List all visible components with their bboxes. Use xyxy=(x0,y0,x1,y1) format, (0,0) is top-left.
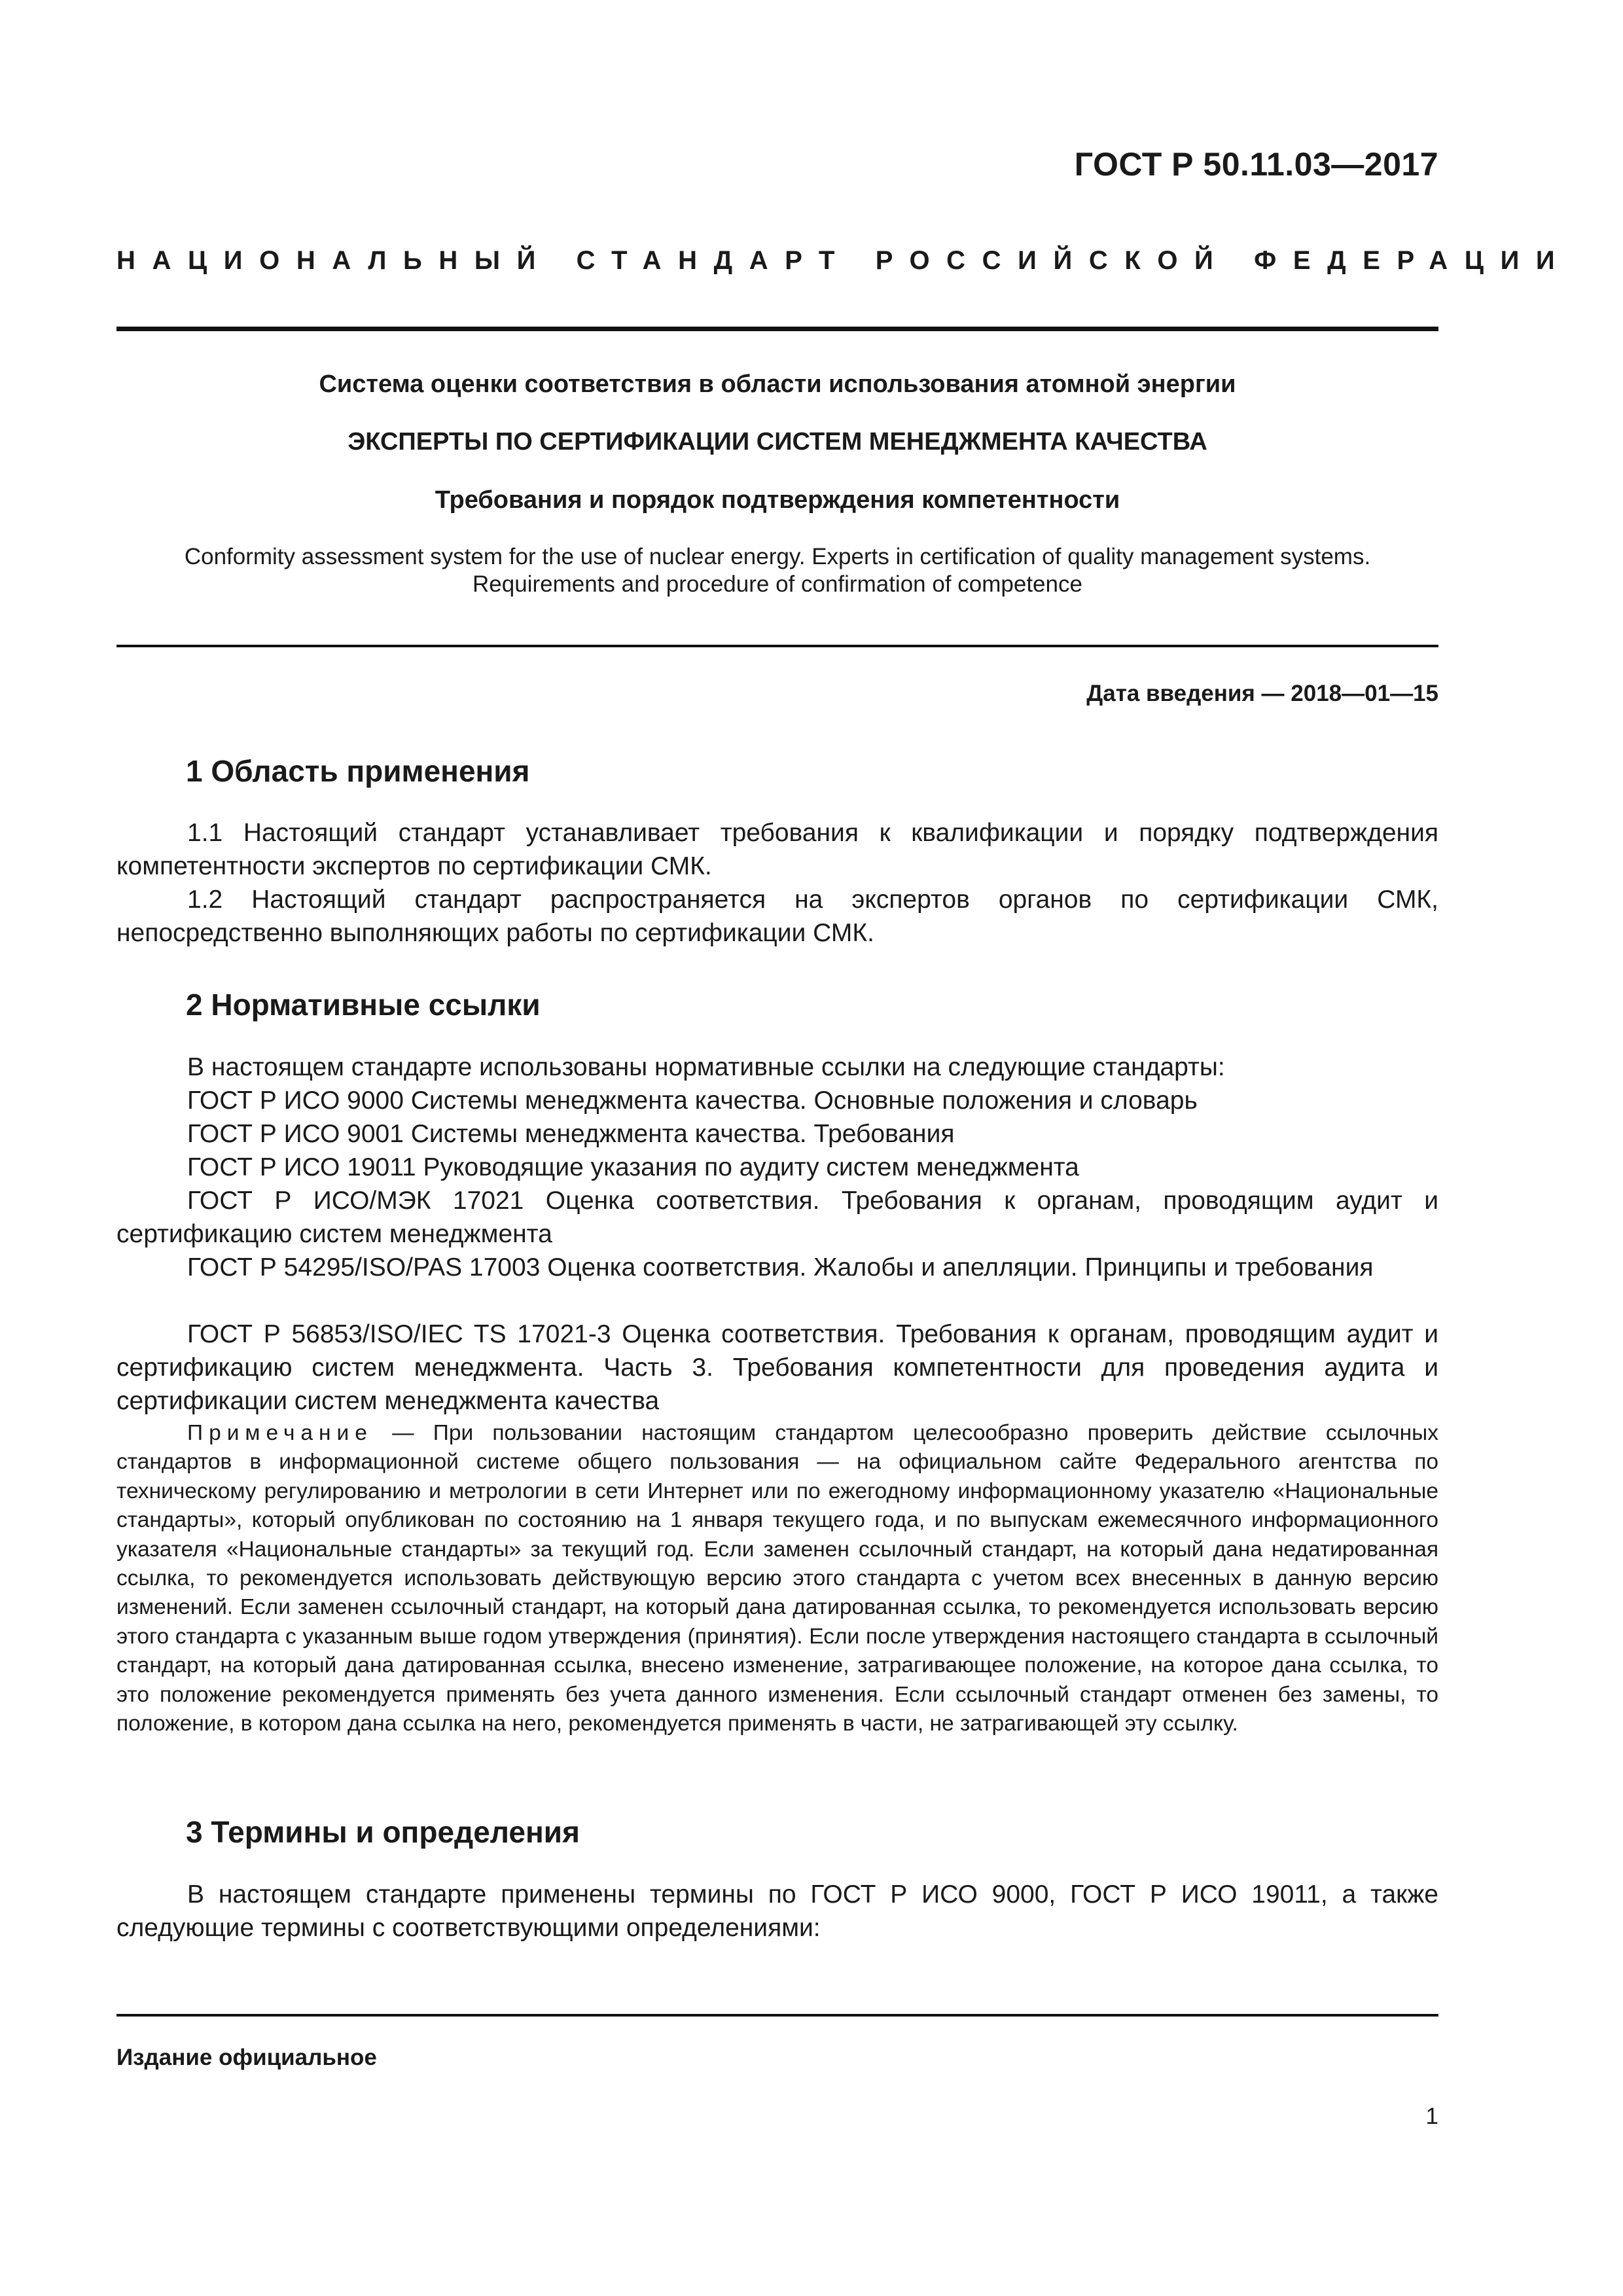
title-divider xyxy=(116,645,1438,647)
national-standard-banner: НАЦИОНАЛЬНЫЙ СТАНДАРТ РОССИЙСКОЙ ФЕДЕРАЦИИ xyxy=(116,246,1572,275)
note-label: Примечание xyxy=(187,1421,373,1445)
system-title: Система оценки соответствия в области использования атомной энергии xyxy=(319,370,1236,398)
references-note xyxy=(116,1419,1438,1738)
reference-item: ГОСТ Р ИСО 9001 Системы менеджмента качества. Требования xyxy=(187,1120,955,1148)
section-heading-normative-references: 2 Нормативные ссылки xyxy=(186,988,541,1022)
introduction-date: Дата введения — 2018—01—15 xyxy=(1086,681,1438,706)
reference-item: ГОСТ Р ИСО/МЭК 17021 Оценка соответствия. Требования к органам, проводящим аудит и сертификацию систем менеджмента xyxy=(116,1187,1438,1248)
section-heading-scope: 1 Область применения xyxy=(186,754,530,788)
reference-item: ГОСТ Р 54295/ISO/PAS 17003 Оценка соответствия. Жалобы и апелляции. Принципы и требования xyxy=(187,1253,1374,1282)
section-heading-terms: 3 Термины и определения xyxy=(186,1815,580,1849)
paragraph-3-intro: В настоящем стандарте применены термины по ГОСТ Р ИСО 9000, ГОСТ Р ИСО 19011, а также следующие термины с соответствующими определениями: xyxy=(116,1880,1438,1942)
english-title-line-2: Requirements and procedure of confirmation of competence xyxy=(473,571,1082,597)
references-intro: В настоящем стандарте использованы нормативные ссылки на следующие стандарты: xyxy=(187,1053,1225,1081)
paragraph-1-2: 1.2 Настоящий стандарт распространяется на экспертов органов по сертификации СМК, непосредственно выполняющих работы по сертификации СМК. xyxy=(116,886,1438,947)
official-edition-label: Издание официальное xyxy=(116,2045,377,2070)
subtitle: Требования и порядок подтверждения компетентности xyxy=(435,486,1120,514)
document-number: ГОСТ Р 50.11.03—2017 xyxy=(1074,146,1438,183)
paragraph-1-1: 1.1 Настоящий стандарт устанавливает требования к квалификации и порядку подтверждения компетентности экспертов по сертификации СМК. xyxy=(116,819,1438,880)
main-title: ЭКСПЕРТЫ ПО СЕРТИФИКАЦИИ СИСТЕМ МЕНЕДЖМЕНТА КАЧЕСТВА xyxy=(348,428,1207,456)
english-title-line-1: Conformity assessment system for the use of nuclear energy. Experts in certification of quality management systems. xyxy=(184,544,1371,569)
footer-divider xyxy=(116,2014,1438,2017)
reference-item: ГОСТ Р ИСО 9000 Системы менеджмента качества. Основные положения и словарь xyxy=(187,1086,1198,1115)
page-number: 1 xyxy=(1425,2104,1438,2129)
reference-item: ГОСТ Р 56853/ISO/IEC TS 17021-3 Оценка соответствия. Требования к органам, проводящим аудит и сертификацию систем менеджмента. Часть 3. Требования компетентности для проведения аудита и сертификации систем менеджмента качества xyxy=(116,1320,1438,1415)
reference-item: ГОСТ Р ИСО 19011 Руководящие указания по аудиту систем менеджмента xyxy=(187,1153,1079,1181)
note-text: — При пользовании настоящим стандартом целесообразно проверить действие ссылочных стандартов в информационной системе общего пользования — на официальном сайте Федерального агентства по техническому регулированию и метрологии в сети Интернет или по ежегодному информационному указателю «Национальные стандарты», который опубликован по состоянию на 1 января текущего года, и по выпускам ежемесячного информационного указателя «Национальные стандарты» за текущий год. Если заменен ссылочный стандарт, на который дана недатированная ссылка, то рекомендуется использовать действующую версию этого стандарта с учетом всех внесенных в данную версию изменений. Если заменен ссылочный стандарт, на который дана датированная ссылка, то рекомендуется использовать версию этого стандарта с указанным выше годом утверждения (принятия). Если после утверждения настоящего стандарта в ссылочный стандарт, на который дана датированная ссылка, внесено изменение, затрагивающее положение, на которое дана ссылка, то это положение рекомендуется применять без учета данного изменения. Если ссылочный стандарт отменен без замены, то положение, в котором дана ссылка на него, рекомендуется применять в части, не затрагивающей эту ссылку. xyxy=(116,1421,1438,1736)
header-divider xyxy=(116,327,1438,331)
document-page xyxy=(116,0,1572,2296)
